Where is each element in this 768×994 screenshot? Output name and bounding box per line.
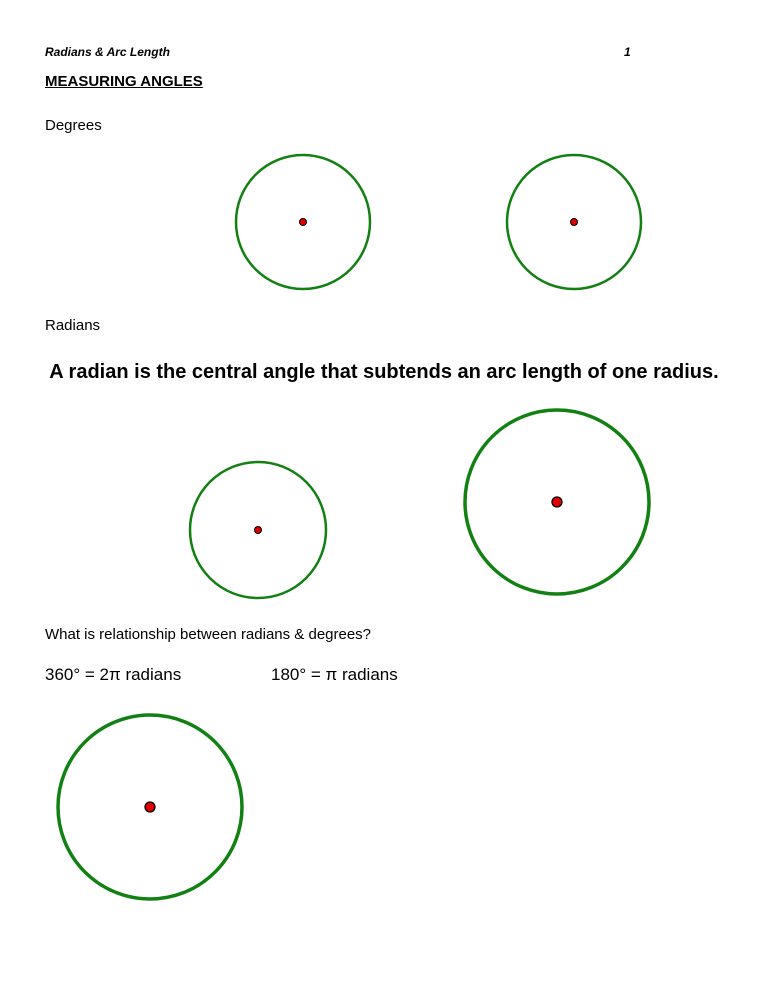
document-header-title: Radians & Arc Length [45,45,170,59]
radians-label: Radians [45,317,101,334]
degrees-circle-1 [236,155,370,289]
relationship-circle [58,715,242,899]
equation-full-circle: 360° = 2π radians [45,665,182,684]
radians-circle-large [465,410,649,594]
relationship-question: What is relationship between radians & degrees? [45,626,372,643]
radian-definition: A radian is the central angle that subtends an arc length of one radius. [49,361,719,383]
section-heading: MEASURING ANGLES [45,73,203,90]
equation-half-circle: 180° = π radians [271,665,398,684]
radians-circle-small [190,462,326,598]
degrees-circle-2 [507,155,641,289]
degrees-label: Degrees [45,117,102,134]
page-number: 1 [624,45,631,59]
